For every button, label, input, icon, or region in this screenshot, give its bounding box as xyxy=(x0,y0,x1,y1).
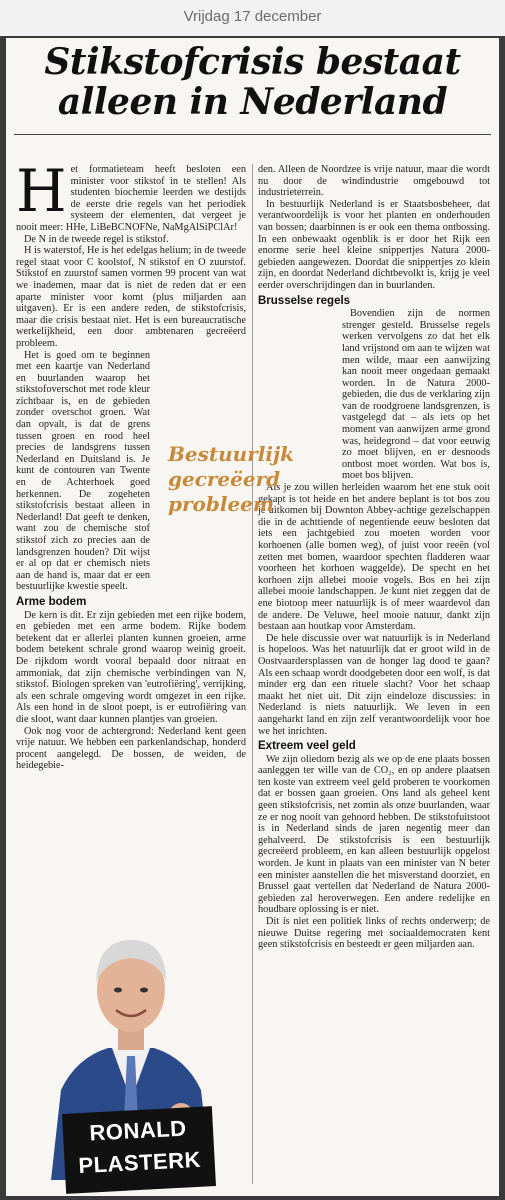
headline-line-2: alleen in Nederland xyxy=(57,81,448,123)
paragraph: H is waterstof, He is het edelgas helium; in de tweede regel staat voor C koolstof, N stikstof en O zuurstof. Stikstof en zuurstof samen vormen 99 procent van wat we inademen, maar dat is niet de reden dat er een aparte minister voor komt (plus miljarden aan uitgaven). Er is een andere reden, de stikstofcrisis, maar die crisis bestaat niet. Het is een bureaucratische werkelijkheid, een door ambtenaren gecreëerd probleem. xyxy=(16,245,246,349)
paragraph: We zijn oliedom bezig als we op de ene plaats bossen aanleggen ter wille van de CO₂, en op andere plaatsen ten koste van extreem veel geld proberen te voorkomen dat er bossen gaan groeien. Ons land als geheel kent geen stikstofcrisis, net zomin als onze buurlanden, waar ze er nog nooit van gehoord hebben. De stikstofuitstoot is in Nederland sinds de jaren negentig meer dan gehalveerd. De stikstofcrisis is een bestuurlijk gecreëerd probleem, en kan alleen bestuurlijk opgelost worden. Je kunt in plaats van een minister van N beter een minister aanstellen die het misverstand doorziet, en Brussel gaat vertellen dat Nederland de Natura 2000-gebieden zal heroverwegen. Een andere redelijke en houdbare oplossing is er niet. xyxy=(258,753,490,916)
headline-rule xyxy=(14,134,491,135)
paragraph: In bestuurlijk Nederland is er Staatsbosbeheer, dat verantwoordelijk is voor het planten en onderhouden van bossen; daarbinnen is er ook een thema ontbossing. In een onbewaakt ogenblik is er door het Rijk een enorme serie heel kleine snippertjes Natura 2000-gebieden aangewezen. Doordat die snippertjes zo klein zijn, en doordat Nederland dichtbevolkt is, krijg je veel eerder overschrijdingen dan in buurlanden. xyxy=(258,198,490,291)
subheading-brusselse-regels: Brusselse regels xyxy=(258,294,351,307)
paragraph: De kern is dit. Er zijn gebieden met een rijke bodem, en gebieden met een arme bodem. Rijke bodem betekent dat er allerlei planten kunnen groeien, arme bodem betekent schrale grond waarop weinig groeit. De rijkdom wordt vooral bepaald door nitraat en ammoniak, dat zijn chemische verbindingen van N, stikstof. Biologen spreken van 'eutrofiëring', verrijking, als een schrale omgeving wordt omgezet in een rijke. Als een hond in de sloot poept, is er eutrofiëring van die sloot, want daar kunnen plantjes van groeien. xyxy=(16,609,246,725)
intro-paragraph: Het formatieteam heeft besloten een minister voor stikstof in te stellen! Als studenten biochemie leerden we destijds de eerste drie regels van het periodiek systeem der elementen, dat vergeet je nooit meer: HHe, LiBeBCNOFNe, NaMgAlSiPClAr! xyxy=(16,157,246,233)
top-bar xyxy=(0,0,505,36)
headline xyxy=(6,42,499,122)
drop-cap: H xyxy=(16,157,67,225)
paragraph: De hele discussie over wat natuurlijk is in Nederland is hopeloos. Was het natuurlijk dat er groot wild in de Oostvaardersplassen van de honger lag dood te gaan? Als een schaap wordt doodgebeten door een wolf, is dat minder erg dan een rituele slacht? Voor het schaap maakt het niet uit. Dit zijn eindeloze discussies: in Nederland is niets natuurlijk. We leven in een aangeharkt land en zijn zelf verantwoordelijk voor hoe we het inrichten. xyxy=(258,632,490,737)
pull-quote: Bestuurlijk gecreëerd probleem xyxy=(168,442,295,516)
date-label: Vrijdag 17 december xyxy=(183,8,322,25)
column-divider xyxy=(252,164,253,1184)
column-2 xyxy=(258,164,490,951)
author-nameplate xyxy=(62,1106,216,1194)
paragraph: De N in de tweede regel is stikstof. xyxy=(24,233,169,245)
paragraph: Het is goed om te beginnen met een kaartje van Nederland en buurlanden waarop het stikstofoverschot met rode kleur zichtbaar is, en de gebieden zonder overschot groen. Wat dan opvalt, is dat de grens tussen groen en rood heel precies de landsgrens tussen Nederland en Duitsland is. Je kunt de contouren van Twente en de Achterhoek goed herkennen. De zogeheten stikstofcrisis bestaat alleen in Nederland! Dat geeft te denken, want zou de chemische stof stikstof zich zo precies aan de landsgrenzen houden? Dit wijst er al op dat er chemisch niets aan de hand is, maar dat er een bestuurlijke kwestie speelt. xyxy=(16,349,150,593)
subheading-arme-bodem: Arme bodem xyxy=(16,595,87,608)
paragraph: Bovendien zijn de normen strenger gesteld. Brusselse regels werken vervolgens zo dat het elk land vrijstond om aan te wijzen wat men wilde, maar een aanwijzing kan nooit meer ongedaan gemaakt worden. In de Natura 2000-gebieden, die dus de verklaring zijn van de roodgroene landsgrenzen, is vastgelegd dat – als iets op het moment van aanwijzen arme grond was, heidegrond – dat voor eeuwig zo moet blijven, en er desnoods ontbost moet worden. Wat bos is, moet bos blijven. xyxy=(342,308,490,482)
author-first-name: RONALD xyxy=(88,1115,188,1146)
newspaper-clipping xyxy=(6,38,499,1196)
subheading-extreem-veel-geld: Extreem veel geld xyxy=(258,740,356,753)
paragraph: Dit is niet een politiek links of rechts onderwerp; de nieuwe Duitse regering met sociaaldemocraten kent geen stikstofcrisis en besteedt er geen miljarden aan. xyxy=(258,916,490,951)
paragraph: den. Alleen de Noordzee is vrije natuur, maar die wordt nu door de windindustrie omgebouwd tot industrieterrein. xyxy=(258,164,490,199)
paragraph: Ook nog voor de achtergrond: Nederland kent geen vrije natuur. We hebben een parkenlandschap, honderd procent aangelegd. De bossen, de weiden, de heidegebie- xyxy=(16,725,246,772)
paragraph: Als je zou willen herleiden waarom het ene stuk ooit gekapt is tot heide en het andere beplant is tot bos zou je uitkomen bij Downton Abbey-achtige gezelschappen die in de achttiende of negentiende eeuw besloten dat iets een jachtgebied zou moeten worden voor korhoenen (alle bomen weg), of juist voor reeën (vol zetten met bomen, waardoor spechten fladderen waar voorheen het korhoen waggelde). De specht en het korhoen zijn allebei mooie vogels. Bos en hei zijn allebei mooie landschappen. Je kunt niet zeggen dat de ene biotoop meer natuurlijk is of meer waardevol dan de andere. De Veluwe, heel mooie natuur, dankt zijn bestaan aan houtkap voor Amsterdam. xyxy=(258,482,490,633)
author-last-name: PLASTERK xyxy=(77,1146,202,1179)
headline-line-1: Stikstofcrisis bestaat xyxy=(44,41,461,83)
